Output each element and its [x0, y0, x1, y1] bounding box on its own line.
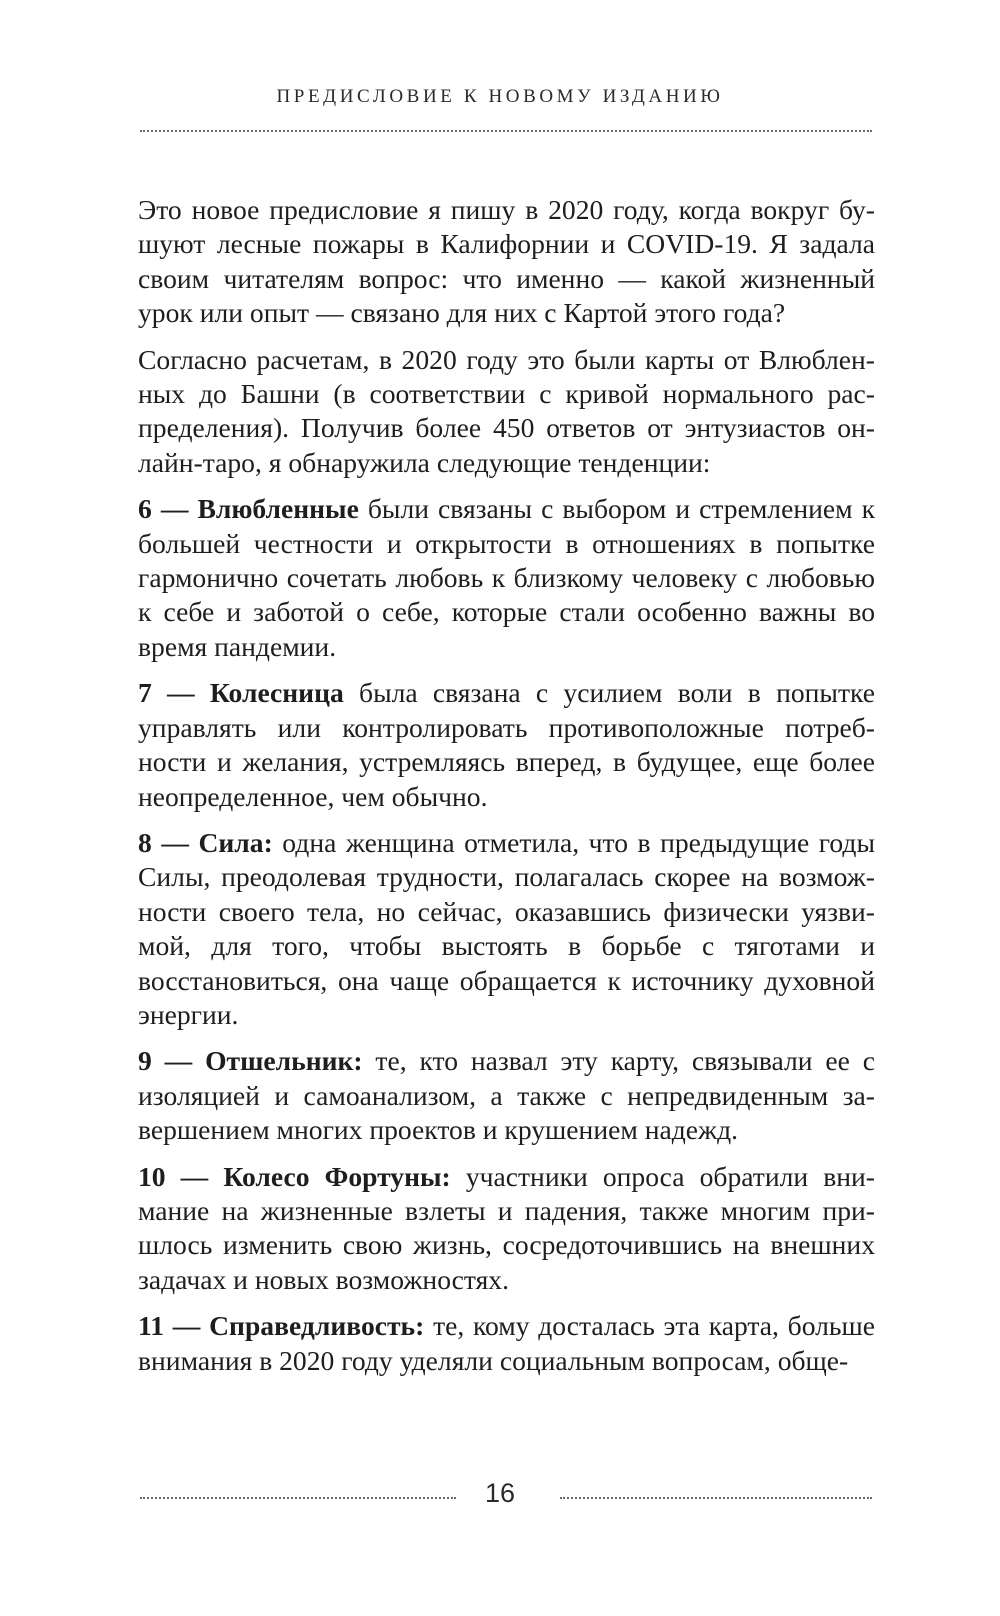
paragraph-calculations: Согласно расчетам, в 2020 году это были карты от Влюбленных до Башни (в соответствии с кривой нормального распределения). Получив более 450 ответов от энтузиастов онлайн-таро, я обнаружила следующие тенденции: [138, 343, 875, 478]
paragraph-strength: 8 — Сила: одна женщина отметила, что в предыдущие годы Силы, преодолевая трудности, полагалась скорее на возможности своего тела, но сейчас, оказавшись физически уязвимой, для того, чтобы выстоять в борьбе с тяготами и восстановиться, она чаще обращается к источнику духовной энергии. [138, 826, 875, 1030]
footer-dotted-rule-left [140, 1497, 456, 1499]
footer-dotted-rule-right [560, 1497, 872, 1499]
page-number: 16 [484, 1478, 516, 1508]
card-heading-strength: 8 — Сила: [138, 826, 273, 858]
card-heading-hermit: 9 — Отшельник: [138, 1045, 363, 1077]
body-text [138, 193, 875, 1390]
running-head-title: ПРЕДИСЛОВИЕ К НОВОМУ ИЗДАНИЮ [276, 86, 724, 107]
paragraph-chariot: 7 — Колесница была связана с усилием воли в попытке управлять или контролировать противоположные потребности и желания, устремляясь вперед, в будущее, еще более неопределенное, чем обычно. [138, 677, 875, 812]
card-heading-justice: 11 — Справедливость: [138, 1310, 425, 1342]
paragraph-lovers: 6 — Влюбленные были связаны с выбором и стремлением к большей честности и открытости в отношениях в попытке гармонично сочетать любовь к близкому человеку с любовью к себе и заботой о себе, которые стали особенно важны во время пандемии. [138, 493, 875, 662]
paragraph-hermit: 9 — Отшельник: те, кто назвал эту карту, связывали ее с изоляцией и самоанализом, а также с непредвиденным завершением многих проектов и крушением надежд. [138, 1045, 875, 1146]
paragraph-justice: 11 — Справедливость: те, кому досталась эта карта, больше внимания в 2020 году уделяли социальным вопросам, обще- [138, 1310, 875, 1376]
card-heading-wheel-of-fortune: 10 — Колесо Фортуны: [138, 1160, 451, 1192]
card-heading-chariot: 7 — Колесница [138, 677, 344, 709]
card-heading-lovers: 6 — Влюбленные [138, 493, 359, 525]
header-dotted-rule [140, 130, 872, 132]
paragraph-wheel-of-fortune: 10 — Колесо Фортуны: участники опроса обратили внимание на жизненные взлеты и падения, также многим пришлось изменить свою жизнь, сосредоточившись на внешних задачах и новых возможностях. [138, 1160, 875, 1295]
paragraph-intro: Это новое предисловие я пишу в 2020 году, когда вокруг бушуют лесные пожары в Калифорнии и COVID-19. Я задала своим читателям вопрос: что именно — какой жизненный урок или опыт — связано для них с Картой этого года? [138, 194, 875, 329]
